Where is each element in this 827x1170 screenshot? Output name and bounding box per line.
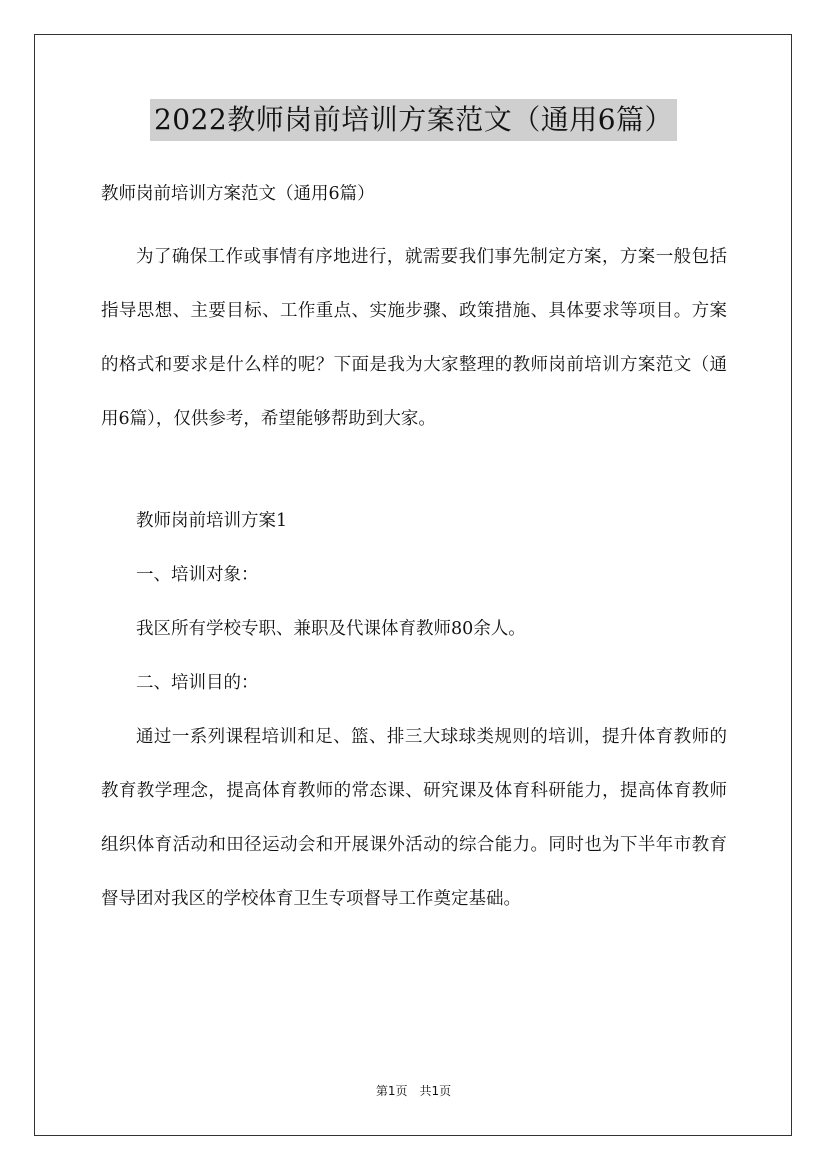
heading-training-purpose: 二、培训目的： (136, 673, 259, 693)
heading-training-target: 一、培训对象： (136, 565, 259, 585)
subtitle: 教师岗前培训方案范文（通用6篇） (101, 184, 375, 204)
spacer (101, 446, 727, 494)
intro-paragraph: 为了确保工作或事情有序地进行，就需要我们事先制定方案，方案一般包括指导思想、主要目标、工作重点、实施步骤、政策措施、具体要求等项目。方案的格式和要求是什么样的呢？下面是我为大家整理的教师岗前培训方案范文（通用6篇），仅供参考，希望能够帮助到大家。 (101, 247, 727, 429)
paragraph-training-purpose: 通过一系列课程培训和足、篮、排三大球球类规则的培训，提升体育教师的教育教学理念，提高体育教师的常态课、研究课及体育科研能力，提高体育教师组织体育活动和田径运动会和开展课外活动的综合能力。同时也为下半年市教育督导团对我区的学校体育卫生专项督导工作奠定基础。 (101, 727, 727, 909)
title-container (0, 99, 827, 141)
section-title: 教师岗前培训方案1 (136, 511, 288, 531)
document-title: 2022教师岗前培训方案范文（通用6篇） (150, 99, 677, 141)
document-body (101, 175, 727, 926)
page-number: 第1页 共1页 (375, 1084, 452, 1098)
paragraph-training-target: 我区所有学校专职、兼职及代课体育教师80余人。 (136, 619, 526, 639)
